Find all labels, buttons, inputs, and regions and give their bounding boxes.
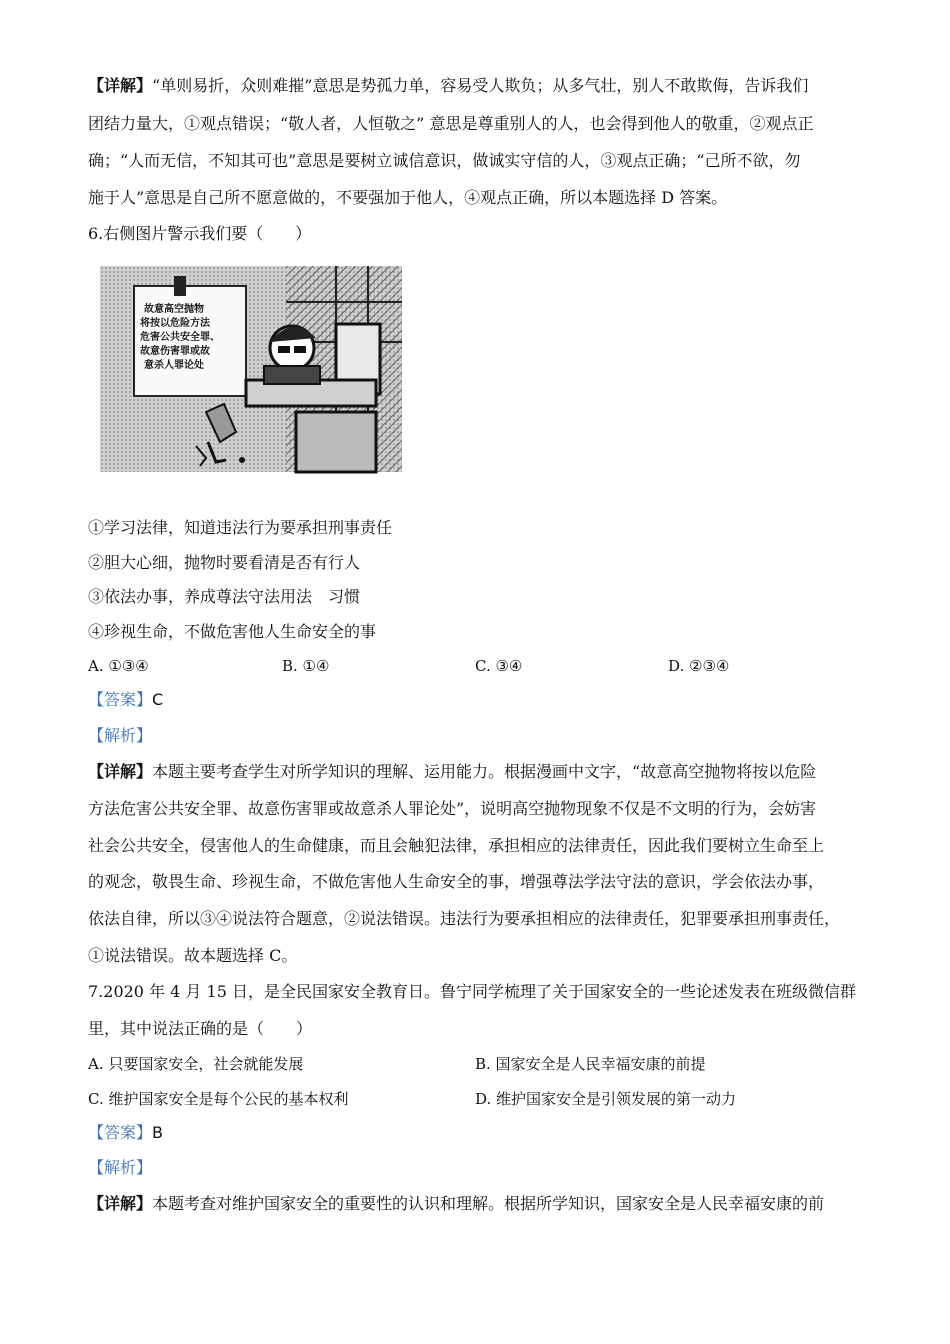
sign-text-3: 危害公共安全罪、 <box>140 332 220 343</box>
q6-detail-line-6: ①说法错误。故本题选择 C。 <box>88 946 298 965</box>
q6-statement-1: ①学习法律，知道违法行为要承担刑事责任 <box>88 518 393 537</box>
detail-tag: 【详解】 <box>88 762 153 781</box>
q7-analysis-tag: 【解析】 <box>88 1158 153 1177</box>
q7-option-b: B. 国家安全是人民幸福安康的前提 <box>475 1055 706 1073</box>
q6-stem: 6.右侧图片警示我们要（ ） <box>88 224 312 243</box>
q6-statement-3: ③依法办事，养成尊法守法用法 习惯 <box>88 587 361 606</box>
answer-tag: 【答案】 <box>88 1123 153 1142</box>
q6-option-a: A. ①③④ <box>88 657 149 675</box>
q7-stem-line-2: 里，其中说法正确的是（ ） <box>88 1019 313 1038</box>
detail-tag: 【详解】 <box>88 76 153 95</box>
q5-detail-line-4: 施于人”意思是自己所不愿意做的，不要强加于他人，④观点正确，所以本题选择 D 答案。 <box>88 188 728 207</box>
q7-option-c: C. 维护国家安全是每个公民的基本权利 <box>88 1090 349 1108</box>
q6-statement-2: ②胆大心细，抛物时要看清是否有行人 <box>88 553 361 572</box>
q6-answer: 【答案】C <box>88 690 164 709</box>
q7-option-a: A. 只要国家安全，社会就能发展 <box>88 1055 304 1073</box>
q5-detail-line-3: 确；“人而无信，不知其可也”意思是要树立诚信意识，做诚实守信的人，③观点正确；“己所不欲，勿 <box>88 151 801 170</box>
q7-answer: 【答案】B <box>88 1123 163 1142</box>
sign-text-4: 故意伤害罪或故 <box>140 346 210 357</box>
warning-cartoon-image <box>96 262 406 476</box>
q6-statement-4: ④珍视生命，不做危害他人生命安全的事 <box>88 622 377 641</box>
answer-tag: 【答案】 <box>88 690 153 709</box>
q6-analysis-tag: 【解析】 <box>88 726 153 745</box>
q6-detail-line-4: 的观念，敬畏生命、珍视生命，不做危害他人生命安全的事，增强尊法学法守法的意识，学会依法办事， <box>88 872 825 891</box>
q6-detail-line-3: 社会公共安全，侵害他人的生命健康，而且会触犯法律，承担相应的法律责任，因此我们要树立生命至上 <box>88 836 825 855</box>
q5-detail-line-1: 【详解】“单则易折，众则难摧”意思是势孤力单，容易受人欺负；从多气壮，别人不敢欺侮，告诉我们 <box>88 76 809 95</box>
detail-tag: 【详解】 <box>88 1194 153 1213</box>
q6-detail-line-1: 【详解】本题主要考查学生对所学知识的理解、运用能力。根据漫画中文字，“故意高空抛物将按以危险 <box>88 762 817 781</box>
q6-option-d: D. ②③④ <box>668 657 730 675</box>
q6-option-b: B. ①④ <box>282 657 330 675</box>
q6-detail-line-2: 方法危害公共安全罪、故意伤害罪或故意杀人罪论处”，说明高空抛物现象不仅是不文明的行为，会妨害 <box>88 799 817 818</box>
sign-text-1: 故意高空抛物 <box>144 304 204 315</box>
q6-option-c: C. ③④ <box>475 657 523 675</box>
sign-text-2: 将按以危险方法 <box>140 318 210 329</box>
sign-text-5: 意杀人罪论处 <box>144 360 204 371</box>
q5-detail-line-2: 团结力量大，①观点错误；“敬人者，人恒敬之” 意思是尊重别人的人，也会得到他人的敬重，②观点正 <box>88 114 814 133</box>
q7-option-d: D. 维护国家安全是引领发展的第一动力 <box>475 1090 737 1108</box>
q7-stem-line-1: 7.2020 年 4 月 15 日，是全民国家安全教育日。鲁宁同学梳理了关于国家安全的一些论述发表在班级微信群 <box>88 982 856 1001</box>
q6-detail-line-5: 依法自律，所以③④说法符合题意，②说法错误。违法行为要承担相应的法律责任，犯罪要承担刑事责任， <box>88 909 841 928</box>
q7-detail-line-1: 【详解】本题考查对维护国家安全的重要性的认识和理解。根据所学知识，国家安全是人民幸福安康的前 <box>88 1194 825 1213</box>
